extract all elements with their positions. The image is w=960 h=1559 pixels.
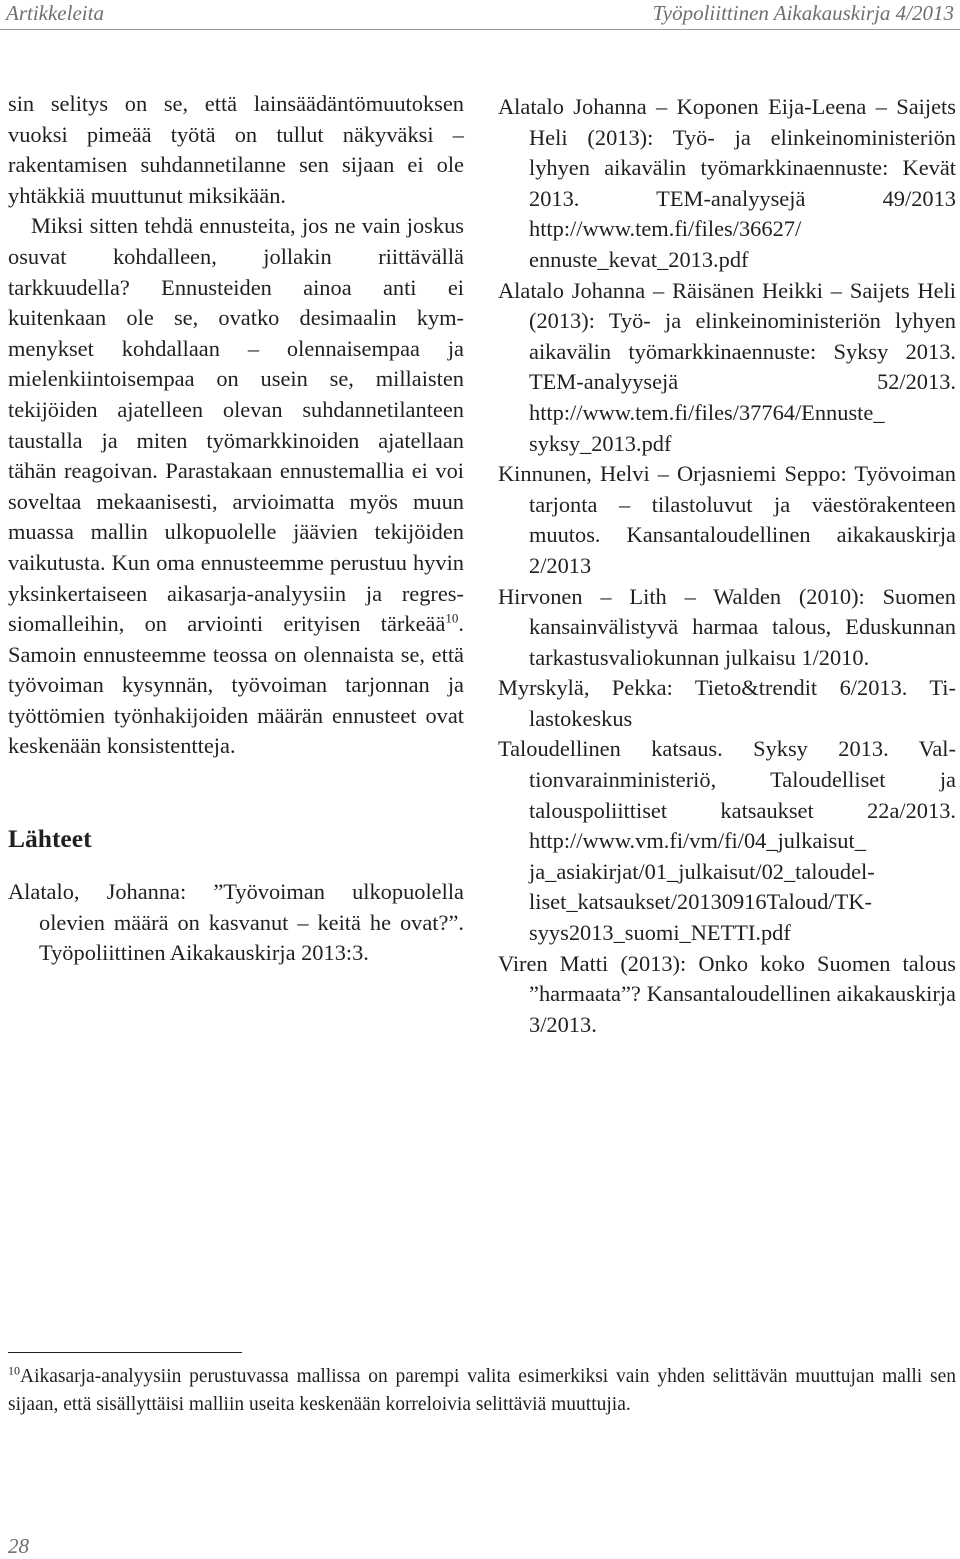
paragraph-text-end: . Samoin ennusteemme teossa on olennaista se, että työvoiman kysynnän, työvoiman tarjonnan ja työttömien työnhakijoiden määrän ennusteet ovat keskenään konsistentteja. — [8, 611, 464, 759]
running-header — [0, 0, 960, 30]
paragraph-continuation: sin selitys on se, että lainsäädäntömuutoksen vuoksi pimeää työtä on tullut näkyväksi – rakentamisen suhdannetilanne sen sijaan ei ole yhtäkkiä muuttunut miksikään. — [8, 91, 464, 208]
reference-item: Hirvonen – Lith – Walden (2010): Suomen kansainvälistyvä harmaa talous, Eduskunnan tarkastusvaliokunnan julkaisu 1/2010. — [498, 583, 956, 670]
paragraph-forecasts — [8, 211, 464, 762]
sources-heading: Lähteet — [8, 824, 92, 854]
reference-item: Kinnunen, Helvi – Orjasniemi Seppo: Työvoiman tarjonta – tilastoluvut ja väestörakenteen muutos. Kansantaloudellinen aikakauskirja 2/2013 — [498, 461, 956, 578]
paragraph-text: Miksi sitten tehdä ennusteita, jos ne vain joskus osuvat kohdalleen, jollakin riittävällä tarkkuudella? Ennusteiden ainoa anti ei kuitenkaan ole se, ovatko desimaalin kymmenykset kohdallaan – olennaisempaa ja mielenkiintoisempaa on usein se, millaisten tekijöiden ajatelleen olevan suhdannetilanteen taustalla ja miten työmarkkinoiden ajatellaan tähän reagoivan. Parastakaan ennustemallia ei voi soveltaa mekaanisesti, arvioimatta myös muun muassa mallin ulkopuolelle jäävien tekijöiden vaikutusta. Kun oma ennusteemme perustuu hyvin yksinkertaiseen aikasarja-analyysiin ja regressiomalleihin, on arviointi erityisen tärkeää — [8, 213, 464, 637]
header-divider — [0, 29, 960, 30]
reference-item: Alatalo Johanna – Räisänen Heikki – Saijets Heli (2013): Työ- ja elinkeinoministeriön lyhyen aikavälin työmarkkinaennuste: Syksy 2013. TEM-analyysejä 52/2013. http://www.tem.fi/files/37764/Ennuste_ syksy_2013.pdf — [498, 277, 956, 456]
footnote-reference: 10 — [445, 610, 459, 626]
reference-item: Taloudellinen katsaus. Syksy 2013. Valtionvarainministeriö, Taloudelliset ja talouspoliittiset katsaukset 22a/2013. http://www.vm.fi/vm/fi/04_julkaisut_ ja_asiakirjat/01_julkaisut/02_taloudelliset_katsaukset/20130916Taloud/TKsyys2013_suomi_NETTI.pdf — [498, 736, 956, 946]
footnote — [8, 1363, 956, 1419]
right-column-references — [498, 92, 956, 1040]
reference-item: Alatalo Johanna – Koponen Eija-Leena – Saijets Heli (2013): Työ- ja elinkeinoministeriön lyhyen aikavälin työmarkkinaennuste: Kevät 2013. TEM-analyysejä 49/2013 http://www.tem.fi/files/36627/ ennuste_kevat_2013.pdf — [498, 94, 956, 272]
footnote-marker: 10 — [8, 1363, 20, 1378]
left-column — [8, 89, 464, 969]
footnote-divider — [8, 1352, 242, 1353]
reference-item: Alatalo, Johanna: ”Työvoiman ulkopuolella olevien määrä on kasvanut – keitä he ovat?”. Työpoliittinen Aikakauskirja 2013:3. — [8, 879, 464, 966]
page-number: 28 — [8, 1534, 29, 1558]
section-label: Artikkeleita — [6, 1, 104, 25]
reference-item: Viren Matti (2013): Onko koko Suomen talous ”harmaata”? Kansantaloudellinen aikakauskirja 3/2013. — [498, 950, 956, 1037]
footnote-text: Aikasarja-analyysiin perustuvassa mallissa on parempi valita esimerkiksi vain yhden selittävän muuttujan malli sen sijaan, että sisällyttäisi malliin useita keskenään korreloivia selittäviä muuttujia. — [8, 1366, 956, 1415]
journal-issue-label: Työpoliittinen Aikakauskirja 4/2013 — [652, 1, 954, 25]
reference-item: Myrskylä, Pekka: Tieto&trendit 6/2013. Tilastokeskus — [498, 675, 956, 731]
